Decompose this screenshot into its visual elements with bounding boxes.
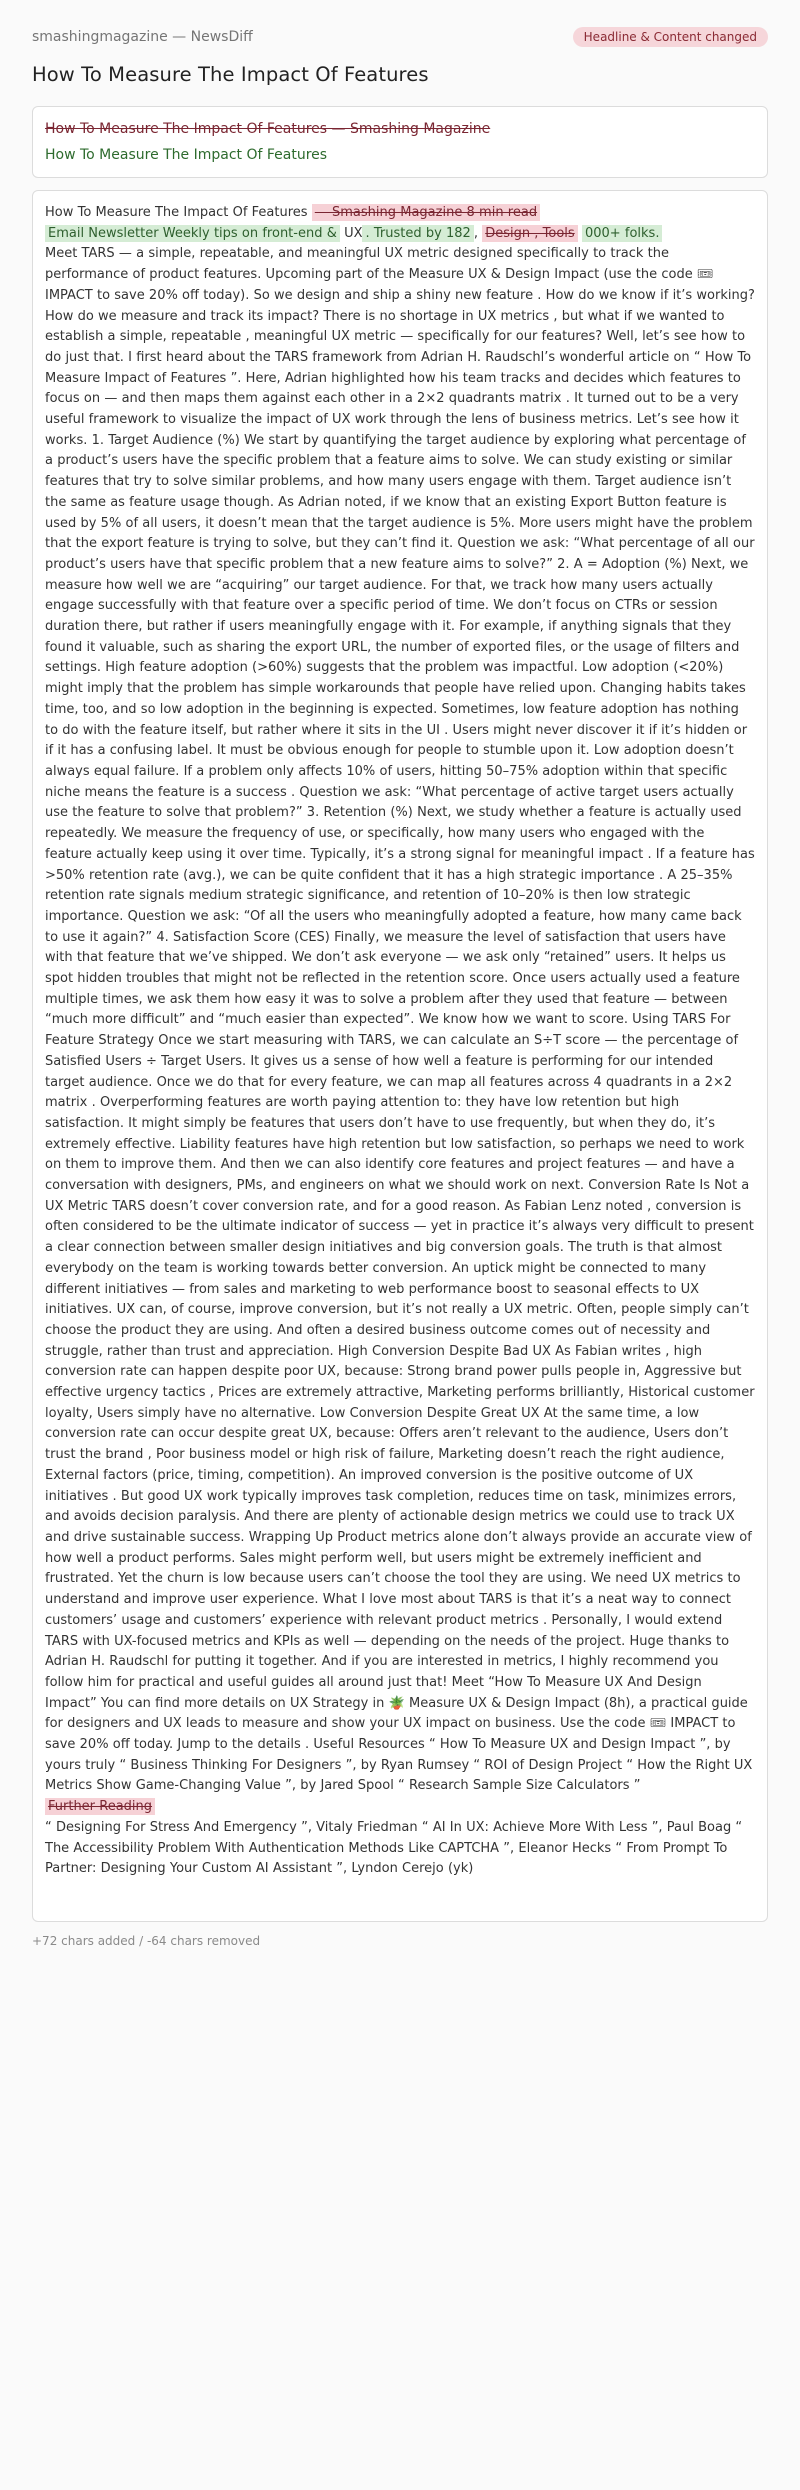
added-text: . Trusted by 182: [362, 225, 473, 242]
added-text: 000+ folks.: [582, 225, 663, 242]
site-name: smashingmagazine — NewsDiff: [32, 29, 253, 45]
new-headline: How To Measure The Impact Of Features: [45, 147, 328, 163]
unchanged-text: UX: [344, 225, 363, 241]
removed-text: Design , Tools: [482, 225, 578, 242]
top-bar: [32, 26, 768, 48]
page-title: How To Measure The Impact Of Features: [32, 63, 429, 86]
unchanged-text: “ Designing For Stress And Emergency ”, Vitaly Friedman “ AI In UX: Achieve More With Less ”, Paul Boag “ The Accessibility Problem With Authentication Methods Like CAPTCHA ”, Eleanor Hecks “ From Prompt To Partner: Designing Your Custom AI Assistant ”, Lyndon Cerejo (yk): [45, 1819, 743, 1877]
content-diff-card: [32, 190, 768, 1922]
change-badge: Headline & Content changed: [573, 27, 768, 47]
unchanged-text: How To Measure The Impact Of Features: [45, 205, 308, 220]
unchanged-text: ,: [473, 225, 478, 241]
diff-stats: +72 chars added / -64 chars removed: [32, 1934, 261, 1948]
unchanged-text: Meet TARS — a simple, repeatable, and meaningful UX metric designed specifically to track the performance of product features. Upcoming part of the Measure UX & Design Impact (use the code 🎟 IMPACT to save 20% off today). So we design and ship a shiny new feature . How do we know if it’s working? How do we measure and track its impact? There is no shortage in UX metrics , but what if we wanted to establish a simple, repeatable , meaningful UX metric — specifically for our features? Well, let’s see how to do just that. I first heard about the TARS framework from Adrian H. Raudschl’s wonderful article on “ How To Measure Impact of Features ”. Here, Adrian highlighted how his team tracks and decides which features to focus on — and then maps them against each other in a 2×2 quadrants matrix . It turned out to be a very useful framework to visualize the impact of UX work through the lens of business metrics. Let’s see how it works. 1. Target Audience (%) We start by quantifying the target audience by exploring what percentage of a product’s users have the specific problem that a feature aims to solve. We can study existing or similar features that try to solve similar problems, and how many users engage with them. Target audience isn’t the same as feature usage though. As Adrian noted, if we know that an existing Export Button feature is used by 5% of all users, it doesn’t mean that the target audience is 5%. More users might have the problem that the export feature is trying to solve, but they can’t find it. Question we ask: “What percentage of all our product’s users have that specific problem that a new feature aims to solve?” 2. A = Adoption (%) Next, we measure how well we are “acquiring” our target audience. For that, we track how many users actually engage successfully with that feature over a specific period of time. We don’t focus on CTRs or session duration there, but rather if users meaningfully engage with it. For example, if anything signals that they found it valuable, such as sharing the export URL, the number of exported files, or the usage of filters and settings. High feature adoption (>60%) suggests that the problem was impactful. Low adoption (<20%) might imply that the problem has simple workarounds that people have relied upon. Changing habits takes time, too, and so low adoption in the beginning is expected. Sometimes, low feature adoption has nothing to do with the feature itself, but rather where it sits in the UI . Users might never discover it if it’s hidden or if it has a confusing label. It must be obvious enough for people to stumble upon it. Low adoption doesn’t always equal failure. If a problem only affects 10% of users, hitting 50–75% adoption within that specific niche means the feature is a success . Question we ask: “What percentage of active target users actually use the feature to solve that problem?” 3. Retention (%) Next, we study whether a feature is actually used repeatedly. We measure the frequency of use, or specifically, how many users who engaged with the feature actually keep using it over time. Typically, it’s a strong signal for meaningful impact . If a feature has >50% retention rate (avg.), we can be quite confident that it has a high strategic importance . A 25–35% retention rate signals medium strategic significance, and retention of 10–20% is then low strategic importance. Question we ask: “Of all the users who meaningfully adopted a feature, how many came back to use it again?” 4. Satisfaction Score (CES) Finally, we measure the level of satisfaction that users have with that feature that we’ve shipped. We don’t ask everyone — we ask only “retained” users. It helps us spot hidden troubles that might not be reflected in the retention score. Once users actually used a feature multiple times, we ask them how easy it was to solve a problem after they used that feature — between “much more difficult” and “much easier than expected”. We know how we want to score. Using TARS For Feature Strategy Once we start measuring with TARS, we can calculate an S÷T score — the percentage of Satisfied Users ÷ Target Users. It gives us a sense of how well a feature is performing for our intended target audience. Once we do that for every feature, we can map all features across 4 quadrants in a 2×2 matrix . Overperforming features are worth paying attention to: they have low retention but high satisfaction. It might simply be features that users don’t have to use frequently, but when they do, it’s extremely effective. Liability features have high retention but low satisfaction, so perhaps we need to work on them to improve them. And then we can also identify core features and project features — and have a conversation with designers, PMs, and engineers on what we should work on next. Conversion Rate Is Not a UX Metric TARS doesn’t cover conversion rate, and for a good reason. As Fabian Lenz noted , conversion is often considered to be the ultimate indicator of success — yet in practice it’s always very difficult to present a clear connection between smaller design initiatives and big conversion goals. The truth is that almost everybody on the team is working towards better conversion. An uptick might be connected to many different initiatives — from sales and marketing to web performance boost to seasonal effects to UX initiatives. UX can, of course, improve conversion, but it’s not really a UX metric. Often, people simply can’t choose the product they are using. And often a desired business outcome comes out of necessity and struggle, rather than trust and appreciation. High Conversion Despite Bad UX As Fabian writes , high conversion rate can happen despite poor UX, because: Strong brand power pulls people in, Aggressive but effective urgency tactics , Prices are extremely attractive, Marketing performs brilliantly, Historical customer loyalty, Users simply have no alternative. Low Conversion Despite Great UX At the same time, a low conversion rate can occur despite great UX, because: Offers aren’t relevant to the audience, Users don’t trust the brand , Poor business model or high risk of failure, Marketing doesn’t reach the right audience, External factors (price, timing, competition). An improved conversion is the positive outcome of UX initiatives . But good UX work typically improves task completion, reduces time on task, minimizes errors, and avoids decision paralysis. And there are plenty of actionable design metrics we could use to track UX and drive sustainable success. Wrapping Up Product metrics alone don’t always provide an accurate view of how well a product performs. Sales might perform well, but users might be extremely inefficient and frustrated. Yet the churn is low because users can’t choose the tool they are using. We need UX metrics to understand and improve user experience. What I love most about TARS is that it’s a neat way to connect customers’ usage and customers’ experience with relevant product metrics . Personally, I would extend TARS with UX-focused metrics and KPIs as well — depending on the needs of the project. Huge thanks to Adrian H. Raudschl for putting it together. And if you are interested in metrics, I highly recommend you follow him for practical and useful guides all around just that! Meet “How To Measure UX And Design Impact” You can find more details on UX Strategy in 🪴 Measure UX & Design Impact (8h), a practical guide for designers and UX leads to measure and show your UX impact on business. Use the code 🎟 IMPACT to save 20% off today. Jump to the details . Useful Resources “ How To Measure UX and Design Impact ”, by yours truly “ Business Thinking For Designers ”, by Ryan Rumsey “ ROI of Design Project “ How the Right UX Metrics Show Game-Changing Value ”, by Jared Spool “ Research Sample Size Calculators ”: [45, 246, 755, 1794]
headline-diff-card: [32, 106, 768, 178]
old-headline: How To Measure The Impact Of Features — Smashing Magazine: [45, 121, 491, 137]
removed-text: Further Reading: [45, 1798, 155, 1815]
added-text: Email Newsletter Weekly tips on front-end &: [45, 225, 340, 242]
removed-text: — Smashing Magazine 8 min read: [312, 204, 540, 221]
